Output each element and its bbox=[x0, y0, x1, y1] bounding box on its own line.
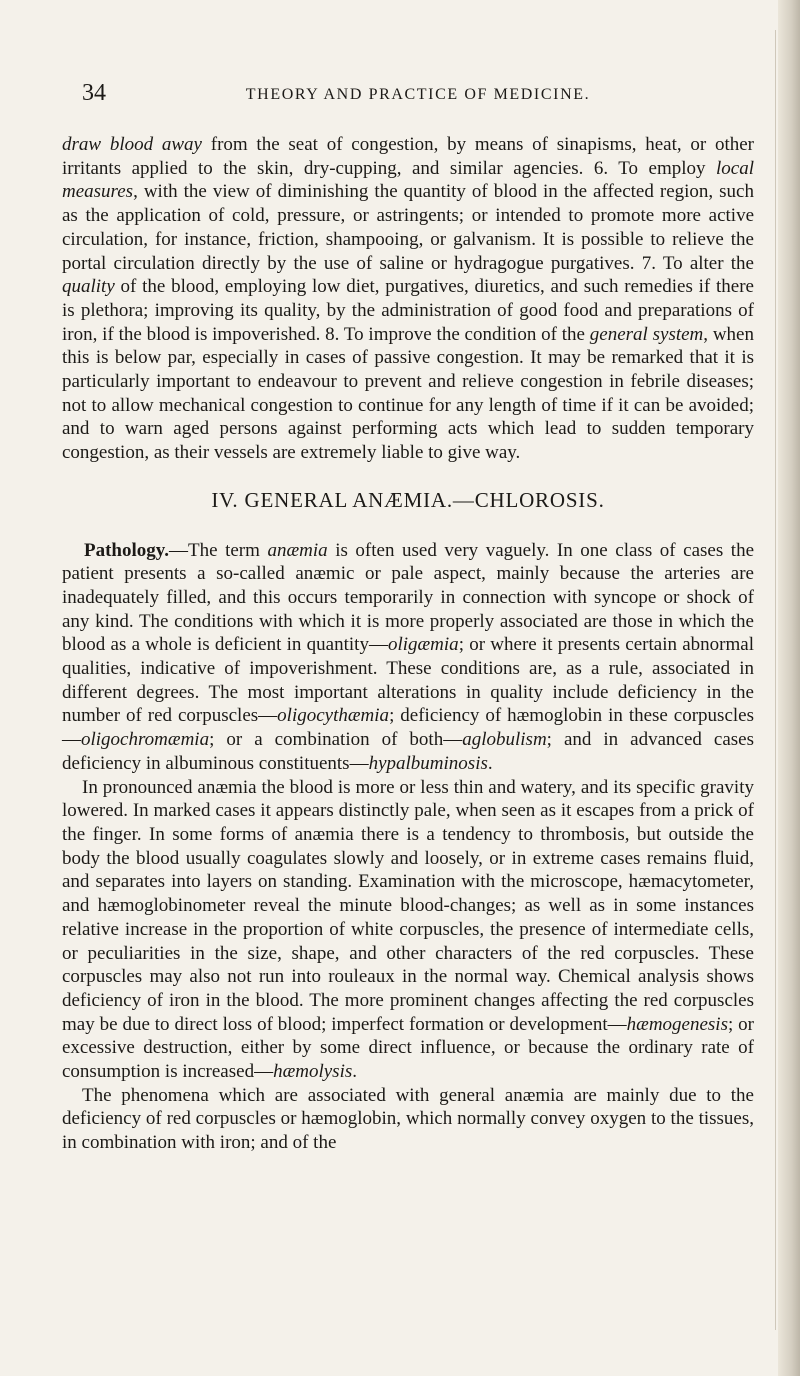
text-run: is often used very vaguely. In one class of cases the patient presents a so-called anæmic or pale aspect, mainly because the arteries are inadequately filled, and this occurs temporarily in connection with syncope or shock of any kind. The conditions with which it is more properly associated are those in which the blood as a whole is deficient in quantity— bbox=[62, 539, 755, 656]
page-number: 34 bbox=[82, 80, 106, 106]
text-run: . bbox=[487, 752, 493, 774]
pathology-rubric: Pathology. bbox=[84, 539, 169, 561]
text-run: ; or a combination of both— bbox=[209, 729, 463, 751]
section-heading: IV. GENERAL ANÆMIA.—CHLOROSIS. bbox=[211, 487, 605, 512]
italic-term: anæmia bbox=[267, 539, 328, 561]
text-run: ; deficiency of hæmoglobin in these corpuscles— bbox=[62, 705, 754, 751]
italic-term: local measures bbox=[62, 157, 754, 203]
paragraph-phenomena bbox=[62, 1084, 754, 1155]
paragraph-anaemia-blood bbox=[62, 776, 754, 1084]
italic-term: oligæmia bbox=[387, 634, 459, 656]
page-body bbox=[62, 133, 754, 1155]
text-run: ; or where it presents certain abnormal qualities, indicative of impoverishment. These conditions are, as a rule, associated in different degrees. The most important alterations in quality include deficiency in the number of red corpuscles— bbox=[62, 634, 754, 727]
italic-term: aglobulism bbox=[462, 729, 547, 751]
text-run: of the blood, employing low diet, purgatives, diuretics, and such remedies if there is plethora; improving its quality, by the administration of good food and preparations of iron, if the blood is impoverished. 8. To improve the condition of the bbox=[62, 276, 754, 345]
text-run: —The term bbox=[168, 539, 268, 561]
page-fold-line bbox=[775, 30, 776, 1330]
text-run: ; and in advanced cases deficiency in albuminous constituents— bbox=[62, 729, 754, 774]
paragraph-treatment bbox=[62, 133, 754, 465]
italic-term: hæmolysis bbox=[273, 1061, 353, 1083]
text-run: from the seat of congestion, by means of sinapisms, heat, or other irritants applied to the skin, dry-cupping, and similar agencies. 6. To employ bbox=[62, 134, 754, 179]
page-header bbox=[78, 78, 758, 108]
text-run: ; or excessive destruction, either by some direct influence, or because the ordinary rate of consumption is increased— bbox=[62, 1013, 754, 1083]
text-run: The phenomena which are associated with general anæmia are mainly due to the deficiency of red corpuscles or hæmoglobin, which normally convey oxygen to the tissues, in combination with iron; and of the bbox=[62, 1084, 754, 1154]
text-run: In pronounced anæmia the blood is more or less thin and watery, and its specific gravity lowered. In marked cases it appears distinctly pale, when seen as it escapes from a prick of the finger. In some forms of anæmia there is a tendency to thrombosis, but outside the body the blood usually coagulates slowly and loosely, or in extreme cases remains fluid, and separates into layers on standing. Examination with the microscope, hæmacytometer, and hæmoglobinometer reveal the minute blood-changes; as well as in some instances relative increase in the proportion of white corpuscles, the presence of intermediate cells, or peculiarities in the size, shape, and other characters of the red corpuscles. These corpuscles may also not run into rouleaux in the normal way. Chemical analysis shows deficiency of iron in the blood. The more prominent changes affecting the red corpuscles may be due to direct loss of blood; imperfect formation or development— bbox=[62, 776, 754, 1035]
italic-term: quality bbox=[62, 276, 115, 298]
running-title: THEORY AND PRACTICE OF MEDICINE. bbox=[245, 86, 591, 103]
italic-term: oligocythæmia bbox=[277, 705, 390, 727]
italic-term: draw blood away bbox=[62, 134, 202, 155]
text-run: , when this is below par, especially in cases of passive congestion. It may be remarked that it is particularly important to endeavour to prevent and relieve congestion in febrile diseases; not to allow mechanical congestion to continue for any length of time if it can be avoided; and to warn aged persons against performing acts which lead to sudden temporary congestion, as their vessels are extremely liable to give way. bbox=[62, 323, 754, 464]
italic-term: general system bbox=[589, 323, 704, 345]
italic-term: oligochromæmia bbox=[81, 729, 210, 751]
paragraph-pathology bbox=[62, 539, 754, 776]
text-run: . bbox=[352, 1061, 358, 1083]
italic-term: hæmogenesis bbox=[626, 1013, 728, 1035]
page-edge-shadow bbox=[778, 0, 800, 1376]
text-run: , with the view of diminishing the quantity of blood in the affected region, such as the application of cold, pressure, or astringents; or intended to promote more active circulation, for instance, friction, shampooing, or galvanism. It is possible to relieve the portal circulation directly by the use of saline or hydragogue purgatives. 7. To alter the bbox=[62, 181, 754, 274]
italic-term: hypalbuminosis bbox=[368, 752, 488, 774]
